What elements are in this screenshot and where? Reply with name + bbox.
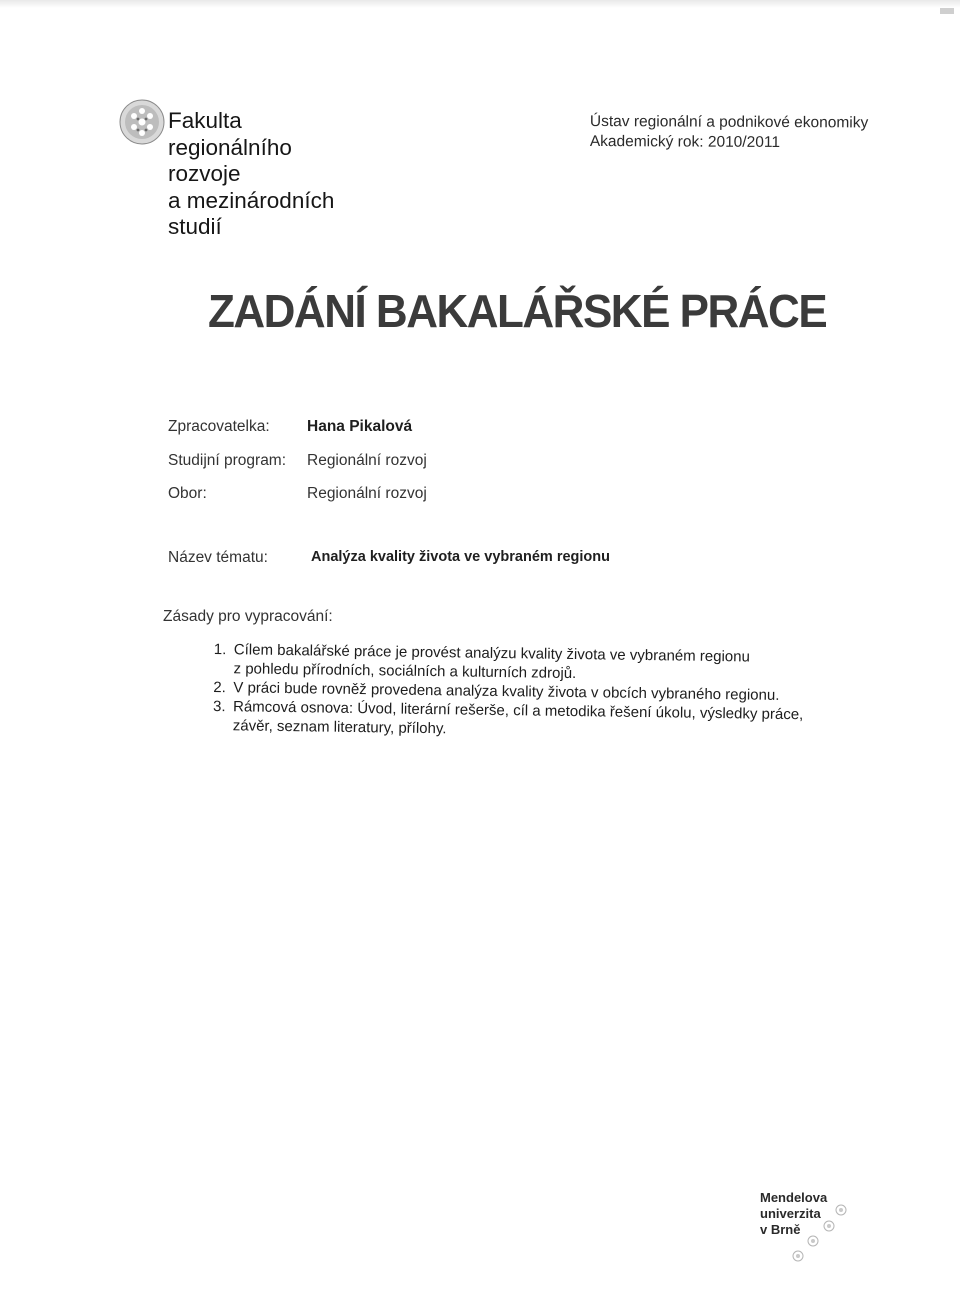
faculty-logo-icon — [118, 98, 166, 146]
field-label: Název tématu: — [168, 549, 268, 566]
field-label: Studijní program: — [168, 452, 287, 469]
faculty-name-line: rozvoje — [168, 161, 241, 186]
scan-edge — [0, 0, 960, 8]
principle-number: 3. — [212, 697, 226, 716]
faculty-name — [168, 108, 408, 241]
document-title: ZADÁNÍ BAKALÁŘSKÉ PRÁCE — [208, 286, 827, 338]
stamp-line: univerzita — [760, 1206, 821, 1221]
stamp-line: v Brně — [760, 1222, 801, 1237]
stamp-line: Mendelova — [760, 1190, 828, 1205]
faculty-name-line: a mezinárodních — [168, 187, 335, 213]
principle-number: 1. — [213, 640, 227, 659]
principle-line: Cílem bakalářské práce je provést analýzu kvality života ve vybraném regionu — [233, 641, 751, 666]
field-value: Analýza kvality života ve vybraném regionu — [311, 549, 610, 565]
field-label: Obor: — [168, 485, 207, 502]
principle-line: z pohledu přírodních, sociálních a kulturních zdrojů. — [233, 660, 577, 683]
field-value: Regionální rozvoj — [307, 452, 427, 469]
principles-list — [213, 640, 834, 744]
principle-number: 2. — [213, 678, 226, 697]
field-value: Regionální rozvoj — [307, 485, 427, 502]
institute-name: Ústav regionální a podnikové ekonomiky — [589, 112, 869, 132]
scan-mark — [940, 8, 954, 14]
principle-line: V práci bude rovněž provedena analýza kvality života v obcích vybraného regionu. — [233, 679, 780, 704]
academic-year: Akademický rok: 2010/2011 — [589, 132, 781, 151]
principles-heading: Zásady pro vypracování: — [163, 608, 333, 625]
principle-line: závěr, seznam literatury, přílohy. — [232, 717, 447, 738]
field-value: Hana Pikalová — [307, 418, 413, 435]
faculty-name-line: studií — [168, 214, 222, 239]
university-logo-icon — [785, 1200, 855, 1270]
faculty-name-line: regionálního — [168, 134, 292, 160]
principle-line: Rámcová osnova: Úvod, literární rešerše, cíl a metodika řešení úkolu, výsledky práce, — [232, 698, 804, 724]
field-label: Zpracovatelka: — [168, 418, 270, 435]
institute-block — [590, 112, 869, 153]
faculty-name-line: Fakulta — [168, 108, 242, 133]
principle-item — [213, 697, 833, 744]
